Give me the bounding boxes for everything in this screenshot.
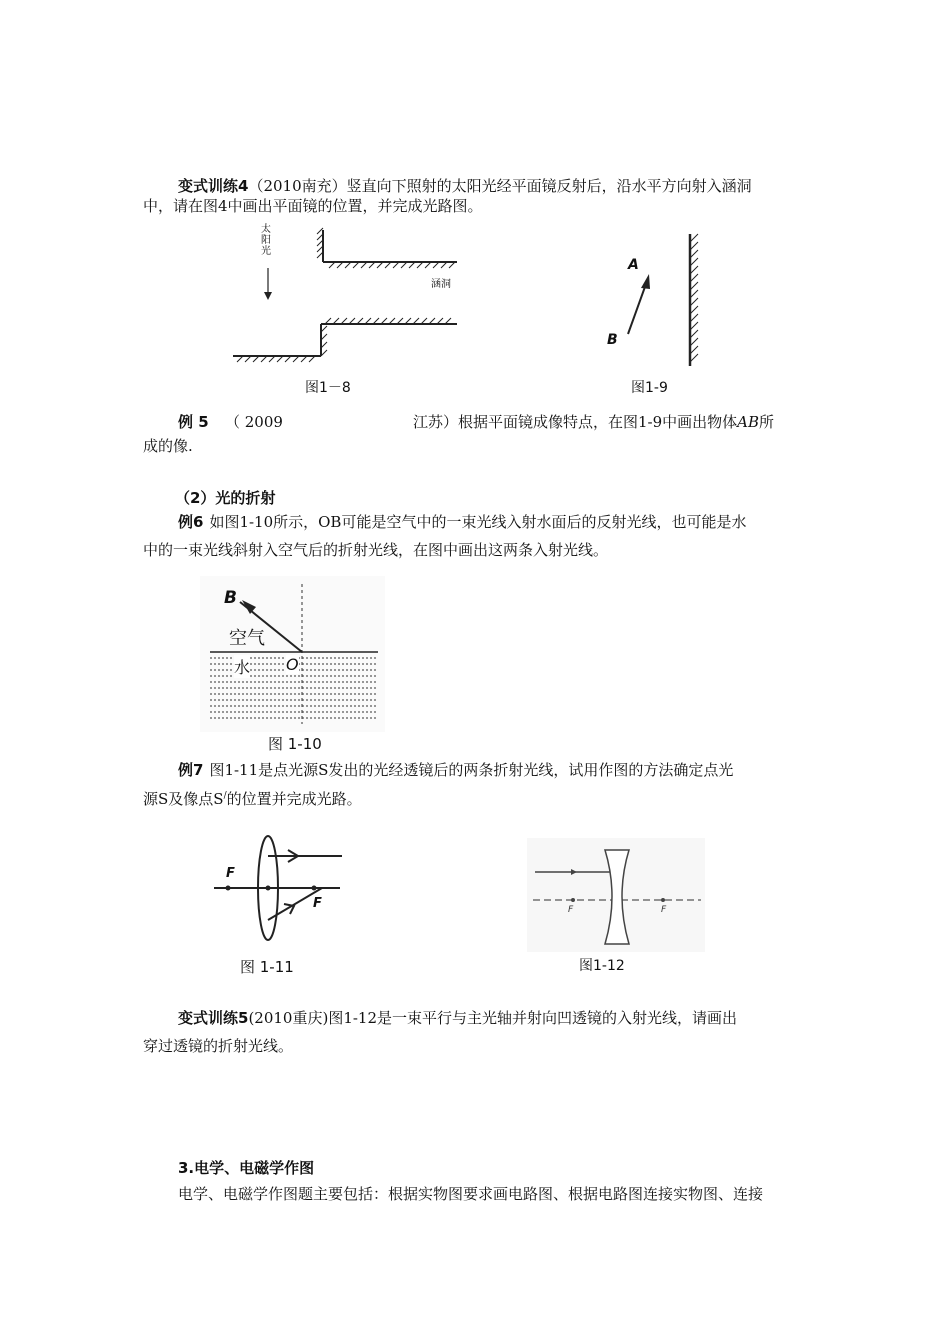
example7-line1: 例7 图1-11是点光源S发出的光经透镜后的两条折射光线，试用作图的方法确定点光: [178, 761, 734, 779]
training4-line1: 变式训练4（2010南充）竖直向下照射的太阳光经平面镜反射后，沿水平方向射入涵洞: [178, 177, 752, 195]
training4-label: 变式训练4: [178, 177, 249, 195]
figure-1-12-caption: 图1-12: [579, 958, 625, 974]
figure-1-10-caption: 图 1-10: [268, 735, 322, 753]
training4-line2: 中，请在图4中画出平面镜的位置，并完成光路图。: [143, 197, 483, 215]
figure-1-9: [600, 230, 720, 370]
fig112-focus-right: F: [661, 905, 667, 915]
fig19-point-b: B: [607, 332, 618, 348]
section-electric-title: 3.电学、电磁学作图: [178, 1159, 315, 1177]
figure-1-11-caption: 图 1-11: [240, 958, 294, 976]
example7-line2: 源S及像点S/的位置并完成光路。: [143, 790, 362, 808]
figure-1-11: [210, 832, 345, 944]
figure-1-12: [527, 838, 705, 952]
example5-line2: 成的像.: [143, 437, 193, 455]
figure-1-9-caption: 图1-9: [631, 380, 668, 396]
figure-1-8-caption: 图1－8: [305, 380, 351, 396]
fig19-point-a: A: [628, 257, 639, 273]
section-refraction: （2）光的折射: [175, 489, 276, 507]
sun-label: 太阳光: [261, 224, 271, 257]
fig111-focus-left: F: [226, 866, 235, 881]
fig112-focus-left: F: [568, 905, 574, 915]
fig110-water-label: 水: [234, 655, 250, 678]
training5-line1: 变式训练5(2010重庆)图1-12是一束平行与主光轴并射向凹透镜的入射光线，请画出: [178, 1009, 738, 1027]
section-electric-line1: 电学、电磁学作图题主要包括：根据实物图要求画电路图、根据电路图连接实物图、连接: [178, 1185, 764, 1203]
example6-line2: 中的一束光线斜射入空气后的折射光线，在图中画出这两条入射光线。: [143, 541, 609, 559]
fig110-air-label: 空气: [229, 628, 265, 649]
fig110-point-b: B: [224, 588, 237, 608]
fig110-point-o: O: [286, 655, 299, 674]
example6-line1: 例6 如图1-10所示，OB可能是空气中的一束光线入射水面后的反射光线，也可能是水: [178, 513, 747, 531]
culvert-label: 涵洞: [431, 279, 451, 290]
example5-label: 例 5: [178, 413, 209, 431]
training5-line2: 穿过透镜的折射光线。: [143, 1037, 294, 1055]
fig111-focus-right: F: [313, 896, 322, 911]
